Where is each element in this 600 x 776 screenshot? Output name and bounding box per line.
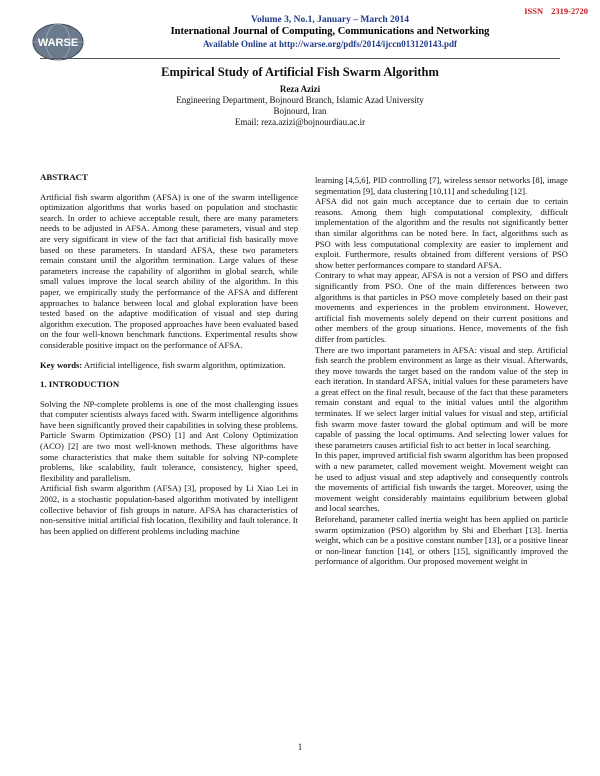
abstract-text: Artificial fish swarm algorithm (AFSA) is one of the swarm intelligence optimization algorithms that works based on population and stochastic search. In order to achieve acceptable result, there are many parameters needs to be adjusted in AFSA. Among these parameters, visual and step are very significant in view of the fact that artificial fish basically move based on these parameters. In standard AFSA, these two parameters remain constant until the algorithm termination. Large values of these parameters increase the capability of algorithm in global search, while small values improve the local search ability of the algorithm. In this paper, we empirically study the performance of the AFSA and different approaches to balance between local and global exploration have been tested based on the adaptive modification of visual and step during algorithm execution. The proposed approaches have been evaluated based on the four well-known benchmark functions. Experimental results show considerable positive impact on the performance of AFSA.: [40, 191, 298, 350]
author-name: Reza Azizi: [279, 84, 321, 94]
left-column: [40, 172, 298, 536]
journal-name: International Journal of Computing, Communications and Networking: [170, 26, 490, 37]
right-paragraph-4: There are two important parameters in AFSA: visual and step. Artificial fish search the problem environment as large as their visual. Afterwards, they move towards the target based on the random value of the step in each iteration. In standard AFSA, initial values for these parameters have a great effect on the final result, because of the fact that these parameters remain constant and equal to the initial values until the algorithm terminates. If we select larger initial values for visual and step, artificial fish swarm move faster toward the global optimum and will be more capable of passing the local optimums. And selecting lower values for these parameters causes artificial fish to act better in local searching.: [315, 344, 568, 450]
right-paragraph-5: In this paper, improved artificial fish swarm algorithm has been proposed with a new parameter, called movement weight. Movement weight can be used to adjust visual and step adaptively and consequently controls the movements of artificial fish towards the target. Moreover, using the movement weight considerably maintains equilibrium between global and local searches.: [315, 450, 568, 514]
issn-prefix: ISSN: [524, 6, 544, 16]
journal-header: [80, 14, 580, 50]
page-number: 1: [297, 742, 303, 752]
intro-heading: 1. INTRODUCTION: [40, 379, 120, 390]
right-paragraph-3: Contrary to what may appear, AFSA is not a version of PSO and differs significantly from PSO. One of the main differences between two algorithms is that particles in PSO move completely based on their past movements and experiences in the problem environment. However, artificial fish movements solely depend on their current positions and other members of the group situations. Hence, movements of the fish differ from particles.: [315, 270, 568, 344]
right-paragraph-2: AFSA did not gain much acceptance due to certain due to certain reasons. Among them high computational complexity, difficult implementation of the algorithm and the results not significantly better than similar algorithms can be noted here. In fact, algorithms such as PSO with less computational complexity are easier to implement and exploit. Furthermore, results obtained from different versions of PSO show better performances compare to standard AFSA.: [315, 196, 568, 270]
journal-volume: Volume 3, No.1, January – March 2014: [250, 15, 410, 25]
intro-paragraph-2: Artificial fish swarm algorithm (AFSA) [3], proposed by Li Xiao Lei in 2002, is a stochastic population-based algorithm motivated by intelligent collective behavior of fish groups in nature. AFSA has characteristics of non-sensitive initial artificial fish location, flexibility and fault tolerance. It has been applied on different problems including machine: [40, 483, 298, 536]
journal-url[interactable]: Available Online at http://warse.org/pdfs/2014/ijccn013120143.pdf: [202, 39, 458, 49]
right-paragraph-1: learning [4,5,6], PID controlling [7], wireless sensor networks [8], image segmentation [9], data clustering [10,11] and scheduling [12].: [315, 175, 568, 196]
abstract-heading: ABSTRACT: [40, 172, 88, 182]
author-block: [0, 84, 600, 128]
right-column: [315, 175, 568, 567]
logo-text: WARSE: [37, 37, 79, 49]
author-email[interactable]: Email: reza.azizi@bojnourdiau.ac.ir: [234, 117, 366, 127]
author-location: Bojnourd, Iran: [273, 106, 327, 116]
paper-title: Empirical Study of Artificial Fish Swarm Algorithm: [161, 65, 439, 79]
warse-logo: [31, 22, 85, 62]
keywords-label: Key words:: [40, 359, 83, 370]
right-paragraph-6: Beforehand, parameter called inertia weight has been applied on particle swarm optimization (PSO) algorithm by Shi and Eberhart [13]. Inertia weight, which can be a positive constant number [13], or a positive linear or non-linear function [14], or others [15], significantly improved the performance of algorithm. Our proposed movement weight in: [315, 514, 568, 567]
issn-number: 2319-2720: [551, 6, 588, 16]
header-divider: [40, 58, 560, 59]
keywords-text: Artificial intelligence, fish swarm algorithm, optimization.: [82, 359, 286, 370]
keywords: [40, 360, 298, 371]
intro-paragraph-1: Solving the NP-complete problems is one of the most challenging issues that computer scientists always faced with. Swarm intelligence algorithms have been significantly proved their capabilities in solving these problems. Particle Swarm Optimization (PSO) [1] and Ant Colony Optimization (ACO) [2] are two most well-known methods. These algorithms have some characteristics that make them suitable for solving NP-complete problems, like scalability, fault tolerance, consistency, higher speed, flexibility and parallelism.: [40, 398, 298, 483]
author-affiliation: Engineering Department, Bojnourd Branch, Islamic Azad University: [176, 95, 424, 105]
